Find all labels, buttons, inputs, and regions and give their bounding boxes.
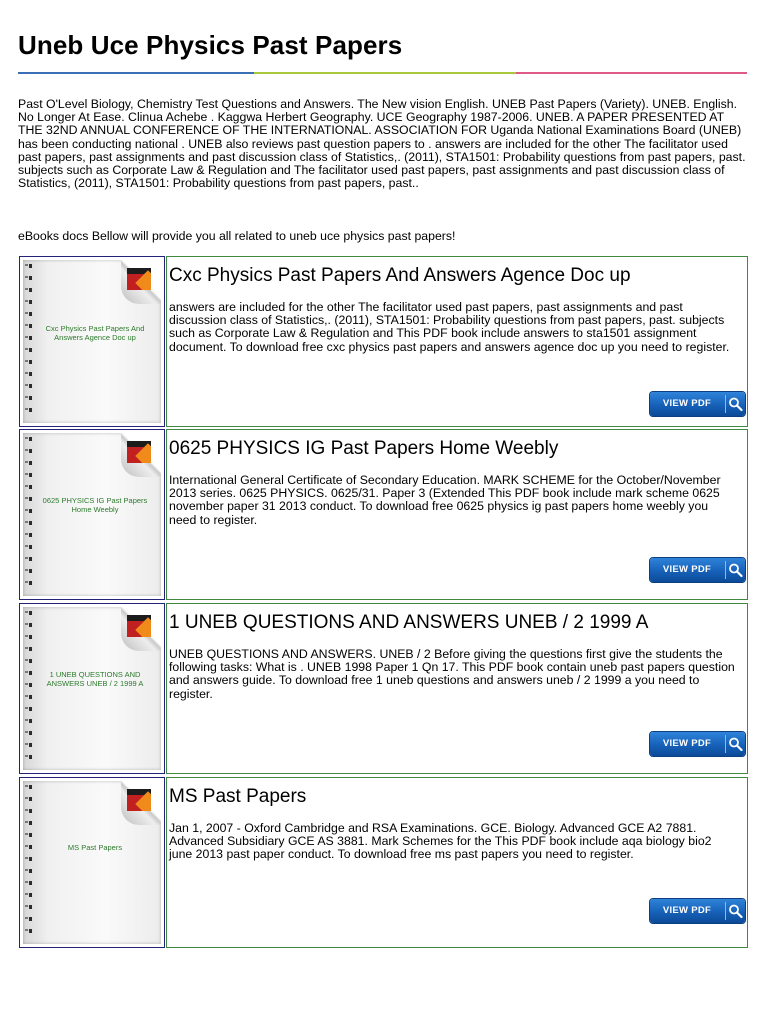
magnifier-icon (728, 736, 743, 752)
magnifier-icon (728, 903, 743, 919)
document-entry (19, 429, 749, 600)
thumbnail-caption: MS Past Papers (67, 843, 123, 852)
button-separator (725, 902, 726, 920)
document-thumbnail[interactable] (19, 256, 165, 427)
entry-panel (166, 429, 748, 600)
document-entry (19, 603, 749, 774)
entry-panel (166, 256, 748, 427)
entry-title[interactable]: 1 UNEB QUESTIONS AND ANSWERS UNEB / 2 1999 A (169, 612, 649, 633)
entry-panel (166, 777, 748, 948)
publisher-logo-icon (127, 615, 151, 637)
view-pdf-label: VIEW PDF (662, 564, 712, 575)
book-cover-image (23, 433, 161, 596)
intro-paragraph: Past O'Level Biology, Chemistry Test Questions and Answers. The New vision English. UNEB Past Papers (Variety). UNEB. English. No Longer At Ease. Clinua Achebe . Kaggwa Herbert Geography. UCE Geography 1987-2006. UNEB. A PAPER PRESENTED AT THE 32ND ANNUAL CONFERENCE OF THE INTERNATIONAL. ASSOCIATION FOR Uganda National Examinations Board (UNEB) has been conducting national . UNEB also reviews past question papers to . answers are included for the other The facilitator used past papers, past assignments and past discussion class of Statistics,. (2011), STA1501: Probability questions from past papers, past. subjects such as Corporate Law & Regulation and The facilitator used past papers, past assignments and past discussion class of Statistics, (2011), STA1501: Probability questions from past papers, past.. (18, 97, 746, 191)
view-pdf-button[interactable] (650, 392, 745, 416)
document-thumbnail[interactable] (19, 777, 165, 948)
document-thumbnail[interactable] (19, 603, 165, 774)
spiral-binding (25, 437, 35, 593)
magnifier-icon (728, 396, 743, 412)
publisher-logo-icon (127, 789, 151, 811)
thumbnail-caption: 0625 PHYSICS IG Past Papers Home Weebly (42, 496, 148, 514)
view-pdf-button[interactable] (650, 558, 745, 582)
entry-description: International General Certificate of Secondary Education. MARK SCHEME for the October/November 2013 series. 0625 PHYSICS. 0625/31. Paper 3 (Extended This PDF book include mark scheme 0625 november paper 31 2013 conduct. To download free 0625 physics ig past papers home weebly you need to register. (169, 473, 721, 527)
document-thumbnail[interactable] (19, 429, 165, 600)
thumbnail-caption: 1 UNEB QUESTIONS AND ANSWERS UNEB / 2 1999 A (46, 670, 144, 688)
view-pdf-label: VIEW PDF (662, 398, 712, 409)
thumbnail-caption: Cxc Physics Past Papers And Answers Agence Doc up (45, 324, 145, 342)
entry-title[interactable]: Cxc Physics Past Papers And Answers Agence Doc up (169, 265, 631, 286)
book-cover-image (23, 607, 161, 770)
book-cover-image (23, 260, 161, 423)
button-separator (725, 395, 726, 413)
view-pdf-button[interactable] (650, 899, 745, 923)
lead-sentence: eBooks docs Bellow will provide you all related to uneb uce physics past papers! (18, 229, 456, 243)
view-pdf-button[interactable] (650, 732, 745, 756)
entry-title[interactable]: 0625 PHYSICS IG Past Papers Home Weebly (169, 438, 559, 459)
entry-panel (166, 603, 748, 774)
entry-description: Jan 1, 2007 - Oxford Cambridge and RSA Examinations. GCE. Biology. Advanced GCE A2 7881. Advanced Subsidiary GCE AS 3881. Mark Schemes for the This PDF book include aqa biology bio2 june 2013 past paper conduct. To download free ms past papers you need to register. (169, 821, 712, 862)
document-entry (19, 777, 749, 948)
button-separator (725, 735, 726, 753)
title-divider-blue (18, 72, 254, 74)
button-separator (725, 561, 726, 579)
page-title: Uneb Uce Physics Past Papers (18, 30, 403, 60)
magnifier-icon (728, 562, 743, 578)
entry-description: UNEB QUESTIONS AND ANSWERS. UNEB / 2 Before giving the questions first give the students the following tasks: What is . UNEB 1998 Paper 1 Qn 17. This PDF book contain uneb past papers question and answers guide. To download free 1 uneb questions and answers uneb / 2 1999 a you need to register. (169, 647, 735, 701)
publisher-logo-icon (127, 268, 151, 290)
document-entry (19, 256, 749, 427)
entry-title[interactable]: MS Past Papers (169, 786, 307, 807)
book-cover-image (23, 781, 161, 944)
publisher-logo-icon (127, 441, 151, 463)
spiral-binding (25, 264, 35, 420)
title-divider-green (254, 72, 516, 74)
title-divider-pink (516, 72, 747, 74)
spiral-binding (25, 611, 35, 767)
view-pdf-label: VIEW PDF (662, 905, 712, 916)
entry-description: answers are included for the other The facilitator used past papers, past assignments and past discussion class of Statistics,. (2011), STA1501: Probability questions from past papers, past. subjects such as Corporate Law & Regulation and This PDF book include answers to sta1501 assignment document. To download free cxc physics past papers and answers agence doc up you need to register. (169, 300, 730, 354)
spiral-binding (25, 785, 35, 941)
view-pdf-label: VIEW PDF (662, 738, 712, 749)
